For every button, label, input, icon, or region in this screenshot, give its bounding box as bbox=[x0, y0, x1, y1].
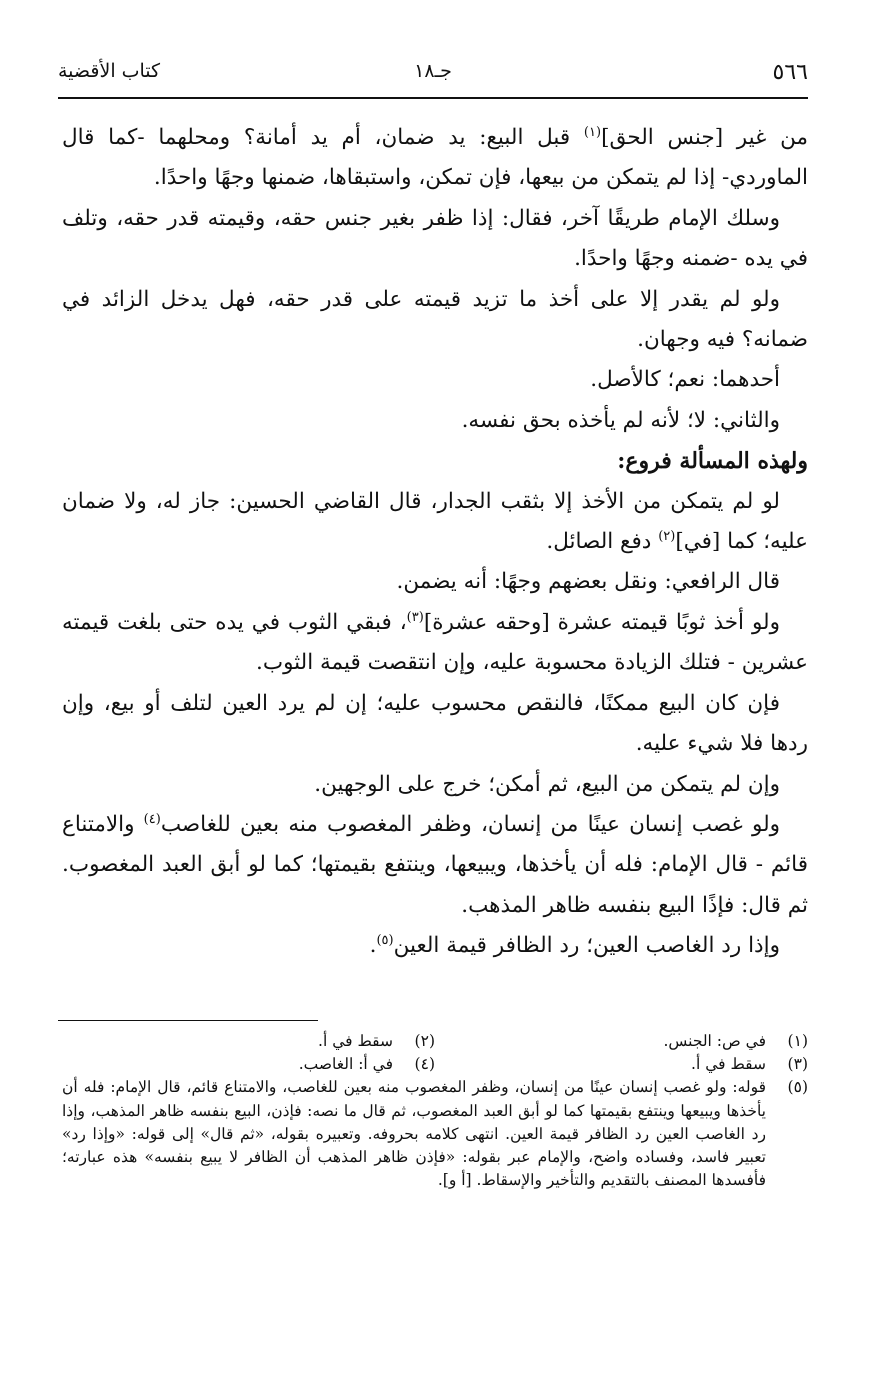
footnote-ref-1: (١) bbox=[583, 124, 602, 140]
paragraph-text: دفع الصائل. bbox=[546, 529, 659, 555]
footnote-ref-4: (٤) bbox=[143, 811, 161, 827]
footnote-row bbox=[62, 1030, 808, 1053]
paragraph bbox=[62, 118, 808, 199]
footnote-number: (٥) bbox=[787, 1078, 808, 1097]
footnote-text: سقط في أ. bbox=[691, 1055, 766, 1074]
main-text bbox=[62, 118, 808, 967]
footnote-5 bbox=[62, 1076, 808, 1192]
paragraph bbox=[62, 805, 808, 926]
paragraph-text: من غير [جنس الحق] bbox=[601, 125, 809, 150]
paragraph: فإن كان البيع ممكنًا، فالنقص محسوب عليه؛ إن لم يرد العين لتلف أو بيع، وإن ردها فلا شيء عليه. bbox=[62, 690, 808, 757]
footnote-text: في أ: الغاصب. bbox=[298, 1055, 393, 1074]
paragraph: قال الرافعي: ونقل بعضهم وجهًا: أنه يضمن. bbox=[396, 569, 780, 595]
footnote-ref-2: (٢) bbox=[658, 528, 676, 544]
footnote-number: (٤) bbox=[414, 1055, 435, 1074]
paragraph-text: ولو أخذ ثوبًا قيمته عشرة [وحقه عشرة] bbox=[423, 609, 780, 635]
paragraph-text: . bbox=[369, 933, 377, 959]
paragraph bbox=[62, 603, 808, 684]
footnote-text: قوله: ولو غصب إنسان عينًا من إنسان، وظفر المغصوب منه بعين للغاصب، والامتناع قائم، قال الإمام: فله أن يأخذها ويبيعها وينتفع بقيمتها كما لو أبق العبد المغصوب، ثم قال ما نصه: فإذن، البيع بنفسه ظاهر المذهب، وإذا رد الغاصب العين رد الظافر قيمة العين. انتهى كلامه بحروفه. وتعبيره بقوله، «ثم قال» إلى قوله: «وإذا رد» تعبير فاسد، وفساده واضح، والإمام عبر بقوله: «فإذن ظاهر المذهب أن الظافر لا يبيع بنفسه» هذه عبارته؛ فأفسدها المصنف بالتقديم والتأخير والإسقاط. [أ و]. bbox=[62, 1078, 766, 1190]
paragraph: ولو لم يقدر إلا على أخذ ما تزيد قيمته على قدر حقه، فهل يدخل الزائد في ضمانه؟ فيه وجهان. bbox=[62, 286, 808, 353]
paragraph-text: لو لم يتمكن من الأخذ إلا بثقب الجدار، قال القاضي الحسين: جاز له، ولا ضمان عليه؛ كما [في] bbox=[62, 488, 808, 555]
footnote-number: (٢) bbox=[414, 1032, 435, 1050]
paragraph: وسلك الإمام طريقًا آخر، فقال: إذا ظفر بغير جنس حقه، وقيمته قدر حقه، وتلف في يده -ضمنه وجهًا واحدًا. bbox=[62, 205, 808, 272]
page-number: ٥٦٦ bbox=[772, 60, 808, 85]
footnote-3 bbox=[435, 1053, 808, 1076]
volume-label: جـ١٨ bbox=[414, 60, 452, 82]
section-heading: ولهذه المسألة فروع: bbox=[617, 448, 808, 475]
paragraph bbox=[62, 926, 808, 966]
paragraph: وإن لم يتمكن من البيع، ثم أمكن؛ خرج على الوجهين. bbox=[314, 771, 780, 797]
paragraph-text: والامتناع قائم - قال الإمام: فله أن يأخذها، ويبيعها، وينتفع بقيمتها؛ كما لو أبق العبد المغصوب. ثم قال: فإذًا البيع بنفسه ظاهر المذهب. bbox=[62, 811, 808, 918]
footnote-row bbox=[62, 1053, 808, 1076]
paragraph bbox=[62, 482, 808, 563]
running-header bbox=[58, 58, 808, 98]
footnote-1 bbox=[435, 1030, 808, 1053]
header-rule bbox=[58, 97, 808, 99]
footnote-number: (٣) bbox=[787, 1055, 808, 1074]
footnotes bbox=[62, 1030, 808, 1192]
book-title: كتاب الأقضية bbox=[58, 60, 161, 82]
paragraph: والثاني: لا؛ لأنه لم يأخذه بحق نفسه. bbox=[461, 407, 780, 433]
footnote-text: في ص: الجنس. bbox=[663, 1032, 766, 1050]
footnote-ref-3: (٣) bbox=[406, 609, 424, 625]
footnote-2 bbox=[62, 1030, 435, 1053]
paragraph-text: ولو غصب إنسان عينًا من إنسان، وظفر المغصوب منه بعين للغاصب bbox=[160, 811, 780, 837]
footnote-text: سقط في أ. bbox=[318, 1032, 393, 1050]
footnote-number: (١) bbox=[787, 1032, 808, 1050]
footnote-4 bbox=[62, 1053, 435, 1076]
footnote-ref-5: (٥) bbox=[376, 932, 394, 948]
paragraph-text: وإذا رد الغاصب العين؛ رد الظافر قيمة العين bbox=[393, 933, 780, 959]
paragraph-text: قبل البيع: يد ضمان، أم يد أمانة؟ ومحلهما -كما قال الماوردي- إذا لم يتمكن من بيعها، فإن تمكن، واستبقاها، ضمنها وجهًا واحدًا. bbox=[62, 125, 808, 191]
paragraph-text: ، فبقي الثوب في يده حتى بلغت قيمته عشرين - فتلك الزيادة محسوبة عليه، وإن انتقصت قيمة الثوب. bbox=[62, 609, 808, 676]
paragraph: أحدهما: نعم؛ كالأصل. bbox=[590, 367, 780, 393]
footnote-separator bbox=[58, 1020, 318, 1021]
